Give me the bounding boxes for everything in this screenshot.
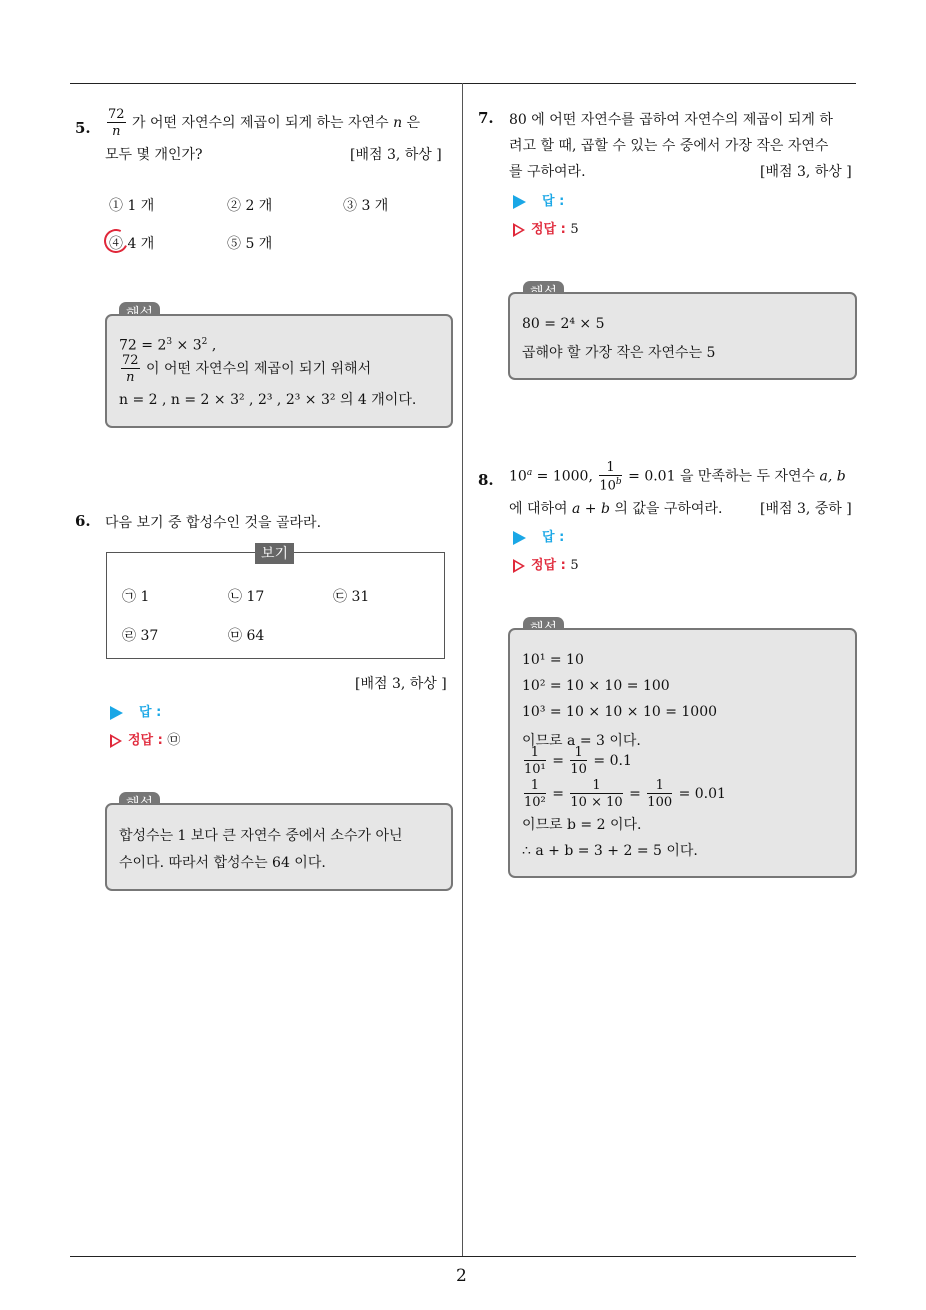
outline-arrow-icon <box>513 559 525 573</box>
bottom-rule <box>70 1256 856 1257</box>
bogi-item-5: ㉤ 64 <box>228 628 265 644</box>
question-meta: [배점 3, 중하 ] <box>760 501 852 517</box>
column-divider <box>462 83 463 1257</box>
answer-field[interactable]: 답 : <box>513 190 564 209</box>
page-number: 2 <box>456 1266 467 1286</box>
question-text-line2: 모두 몇 개인가? <box>105 147 203 163</box>
solution-box <box>105 314 453 428</box>
bogi-item-1: ㉠ 1 <box>122 589 150 605</box>
solution-line1: 합성수는 1 보다 큰 자연수 중에서 소수가 아닌 <box>119 828 403 844</box>
correct-answer: 정답 : ㉤ <box>110 729 180 748</box>
solution-line8: ∴ a + b = 3 + 2 = 5 이다. <box>522 843 698 859</box>
question-text-line1: $\frac{72}{n}$ 가 어떤 자연수의 제곱이 되게 하는 자연수 n 은 <box>108 107 421 139</box>
solution-line5: $\frac{1}{\text{10¹}}$ = $\frac{1}{10}$ = 0.1 <box>524 745 632 777</box>
solution-line3: 10³ = 10 × 10 × 10 = 1000 <box>522 704 718 720</box>
solution-line4: 이므로 a = 3 이다. <box>522 733 641 749</box>
question-meta: [배점 3, 하상 ] <box>350 147 442 163</box>
solution-line7: 이므로 b = 2 이다. <box>522 817 642 833</box>
question-text: 다음 보기 중 합성수인 것을 골라라. <box>105 515 322 531</box>
solution-box <box>508 292 857 380</box>
solution-line1: 10¹ = 10 <box>522 652 584 668</box>
correct-answer: 정답 : 5 <box>513 218 579 237</box>
solution-box <box>105 803 453 891</box>
play-arrow-icon <box>110 706 123 720</box>
option-3[interactable]: ③ 3 개 <box>343 198 389 214</box>
answer-field[interactable]: 답 : <box>110 701 161 720</box>
fraction: $\frac{72}{n}$ <box>108 107 125 139</box>
question-number: 8. <box>478 471 494 489</box>
question-text-line1: 80 에 어떤 자연수를 곱하여 자연수의 제곱이 되게 하 <box>509 112 833 128</box>
question-text-line1: $10^a = 1000$, $\frac{1}{10^b}$ = 0.01 을 만족하는 두 자연수 a, b <box>509 460 846 494</box>
solution-line2: $\frac{72}{n}$ 이 어떤 자연수의 제곱이 되기 위해서 <box>122 353 372 385</box>
play-arrow-icon <box>513 195 526 209</box>
option-4[interactable]: ④ 4 개 <box>109 236 155 252</box>
solution-box <box>508 628 857 878</box>
question-number: 7. <box>478 109 494 127</box>
solution-line2: 수이다. 따라서 합성수는 64 이다. <box>119 855 326 871</box>
bogi-item-3: ㉢ 31 <box>333 589 370 605</box>
outline-arrow-icon <box>110 734 122 748</box>
option-1[interactable]: ① 1 개 <box>109 198 155 214</box>
bogi-item-4: ㉣ 37 <box>122 628 159 644</box>
solution-line3: n = 2 , n = 2 × 3² , 2³ , 2³ × 3² 의 4 개이다. <box>119 392 417 408</box>
correct-answer: 정답 : 5 <box>513 554 579 573</box>
solution-line2: 곱해야 할 가장 작은 자연수는 5 <box>522 345 716 361</box>
bogi-item-2: ㉡ 17 <box>228 589 265 605</box>
question-text-line3: 를 구하여라. <box>509 164 586 180</box>
solution-line2: 10² = 10 × 10 = 100 <box>522 678 670 694</box>
bogi-label: 보기 <box>255 543 294 564</box>
question-number: 5. <box>75 119 91 137</box>
question-text-line2: 려고 할 때, 곱할 수 있는 수 중에서 가장 작은 자연수 <box>509 138 829 154</box>
solution-line1: 80 = 2⁴ × 5 <box>522 316 605 332</box>
outline-arrow-icon <box>513 223 525 237</box>
question-number: 6. <box>75 512 91 530</box>
question-meta: [배점 3, 하상 ] <box>760 164 852 180</box>
option-2[interactable]: ② 2 개 <box>227 198 273 214</box>
question-meta: [배점 3, 하상 ] <box>355 676 447 692</box>
question-text-line2: 에 대하여 a + b 의 값을 구하여라. <box>509 501 723 517</box>
top-rule <box>70 83 856 84</box>
solution-line6: $\frac{1}{\text{10²}}$ = $\frac{1}{10 \times 10}$ = $\frac{1}{100}$ = 0.01 <box>524 778 726 810</box>
option-5[interactable]: ⑤ 5 개 <box>227 236 273 252</box>
answer-field[interactable]: 답 : <box>513 526 564 545</box>
solution-line1: $72 = 2^3 \times 3^2$ , <box>119 337 217 354</box>
play-arrow-icon <box>513 531 526 545</box>
